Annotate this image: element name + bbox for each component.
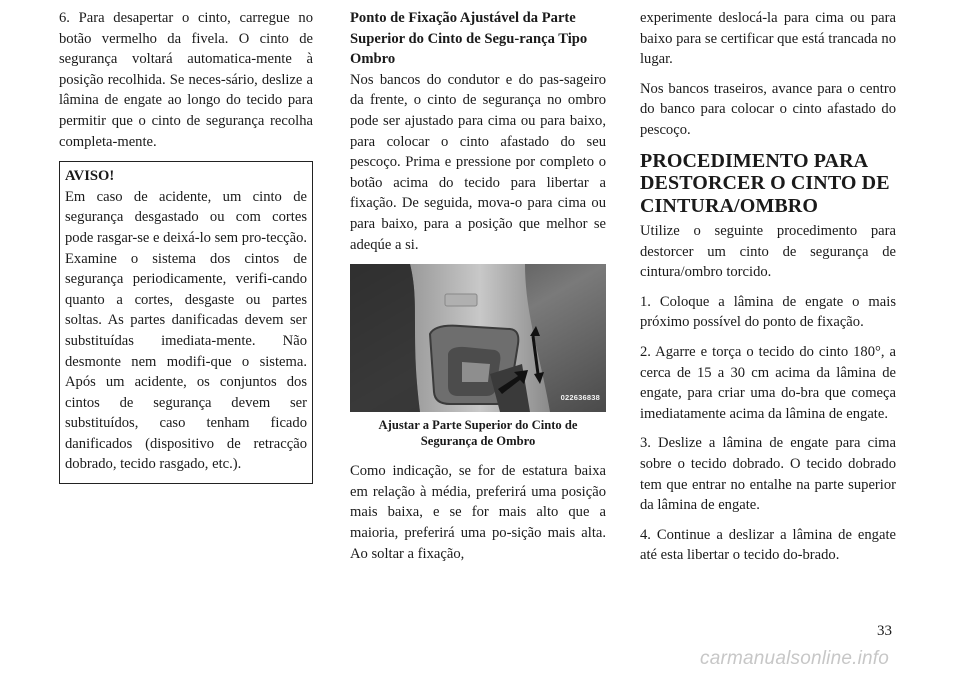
figure-caption: Ajustar a Parte Superior do Cinto de Segurança de Ombro bbox=[378, 418, 578, 448]
figure-code: 022636838 bbox=[560, 392, 600, 402]
section-heading-untwist: PROCEDIMENTO PARA DESTORCER O CINTO DE CINTURA/OMBRO bbox=[640, 149, 890, 217]
step-6-text: 6. Para desapertar o cinto, carregue no botão vermelho da fivela. O cinto de segurança voltará automatica-mente à posição recolhida. Se neces-sário, deslize a lâmina de engate ao longo do tecido para permitir que o cinto de segurança recolha completa-mente. bbox=[59, 10, 313, 150]
page-number: 33 bbox=[877, 623, 892, 639]
column-left bbox=[59, 8, 313, 484]
adjust-paragraph: Nos bancos do condutor e do pas-sageiro da frente, o cinto de segurança no ombro pode ser ajustado para cima ou para baixo, para colocar o cinto afastado do seu pescoço. Prima e pressione por completo o botão acima do tecido para libertar a fixação. De seguida, mova-o para cima ou para baixo, para a posição que melhor se adeqúe a si. bbox=[350, 71, 606, 253]
continued-paragraph: experimente deslocá-la para cima ou para baixo para se certificar que está trancada no lugar. bbox=[640, 10, 896, 68]
watermark-text: carmanualsonline.info bbox=[700, 648, 890, 669]
column-right bbox=[640, 8, 896, 575]
warning-title: AVISO! bbox=[65, 168, 115, 185]
warning-body: Em caso de acidente, um cinto de segurança desgastado ou com cortes pode rasgar-se e deixá-lo sem pro-tecção. Examine o sistema dos cintos de segurança periodicamente, verifi-cando quanto a cortes, desgaste ou partes soltas. As partes danificadas devem ser substituídas imediata-mente. Não desmonte nem modifi-que o sistema. Após um acidente, os conjuntos dos cintos de segurança devem ser substituídos, caso tenham ficado danificados (dispositivo de retracção dobrado, tecido rasgado, etc.). bbox=[65, 188, 308, 473]
warning-box bbox=[59, 161, 313, 484]
procedure-intro: Utilize o seguinte procedimento para destorcer um cinto de segurança de cintura/ombro torcido. bbox=[640, 223, 896, 281]
column-middle bbox=[350, 8, 606, 573]
rear-seats-paragraph: Nos bancos traseiros, avance para o centro do banco para colocar o cinto afastado do pescoço. bbox=[640, 80, 896, 138]
procedure-step-3: 3. Deslize a lâmina de engate para cima sobre o tecido dobrado. O tecido dobrado tem que entrar no entalhe na parte superior da lâmina de engate. bbox=[640, 435, 896, 514]
height-guidance-paragraph: Como indicação, se for de estatura baixa em relação à média, preferirá uma posição mais baixa, e se for mais alto que a maioria, preferirá uma po-sição mais alta. Ao soltar a fixação, bbox=[350, 463, 606, 562]
procedure-step-2: 2. Agarre e torça o tecido do cinto 180°, a cerca de 15 a 30 cm acima da lâmina de engate, para criar uma do-bra que começa imediatamente acima da lâmina de engate. bbox=[640, 344, 896, 422]
subheading-shoulder-anchor: Ponto de Fixação Ajustável da Parte Superior do Cinto de Segu-rança Tipo Ombro bbox=[350, 10, 588, 68]
procedure-step-1: 1. Coloque a lâmina de engate o mais próximo possível do ponto de fixação. bbox=[640, 293, 896, 331]
procedure-step-4: 4. Continue a deslizar a lâmina de engate até esta libertar o tecido do-brado. bbox=[640, 526, 896, 564]
shoulder-anchor-figure bbox=[350, 264, 606, 412]
